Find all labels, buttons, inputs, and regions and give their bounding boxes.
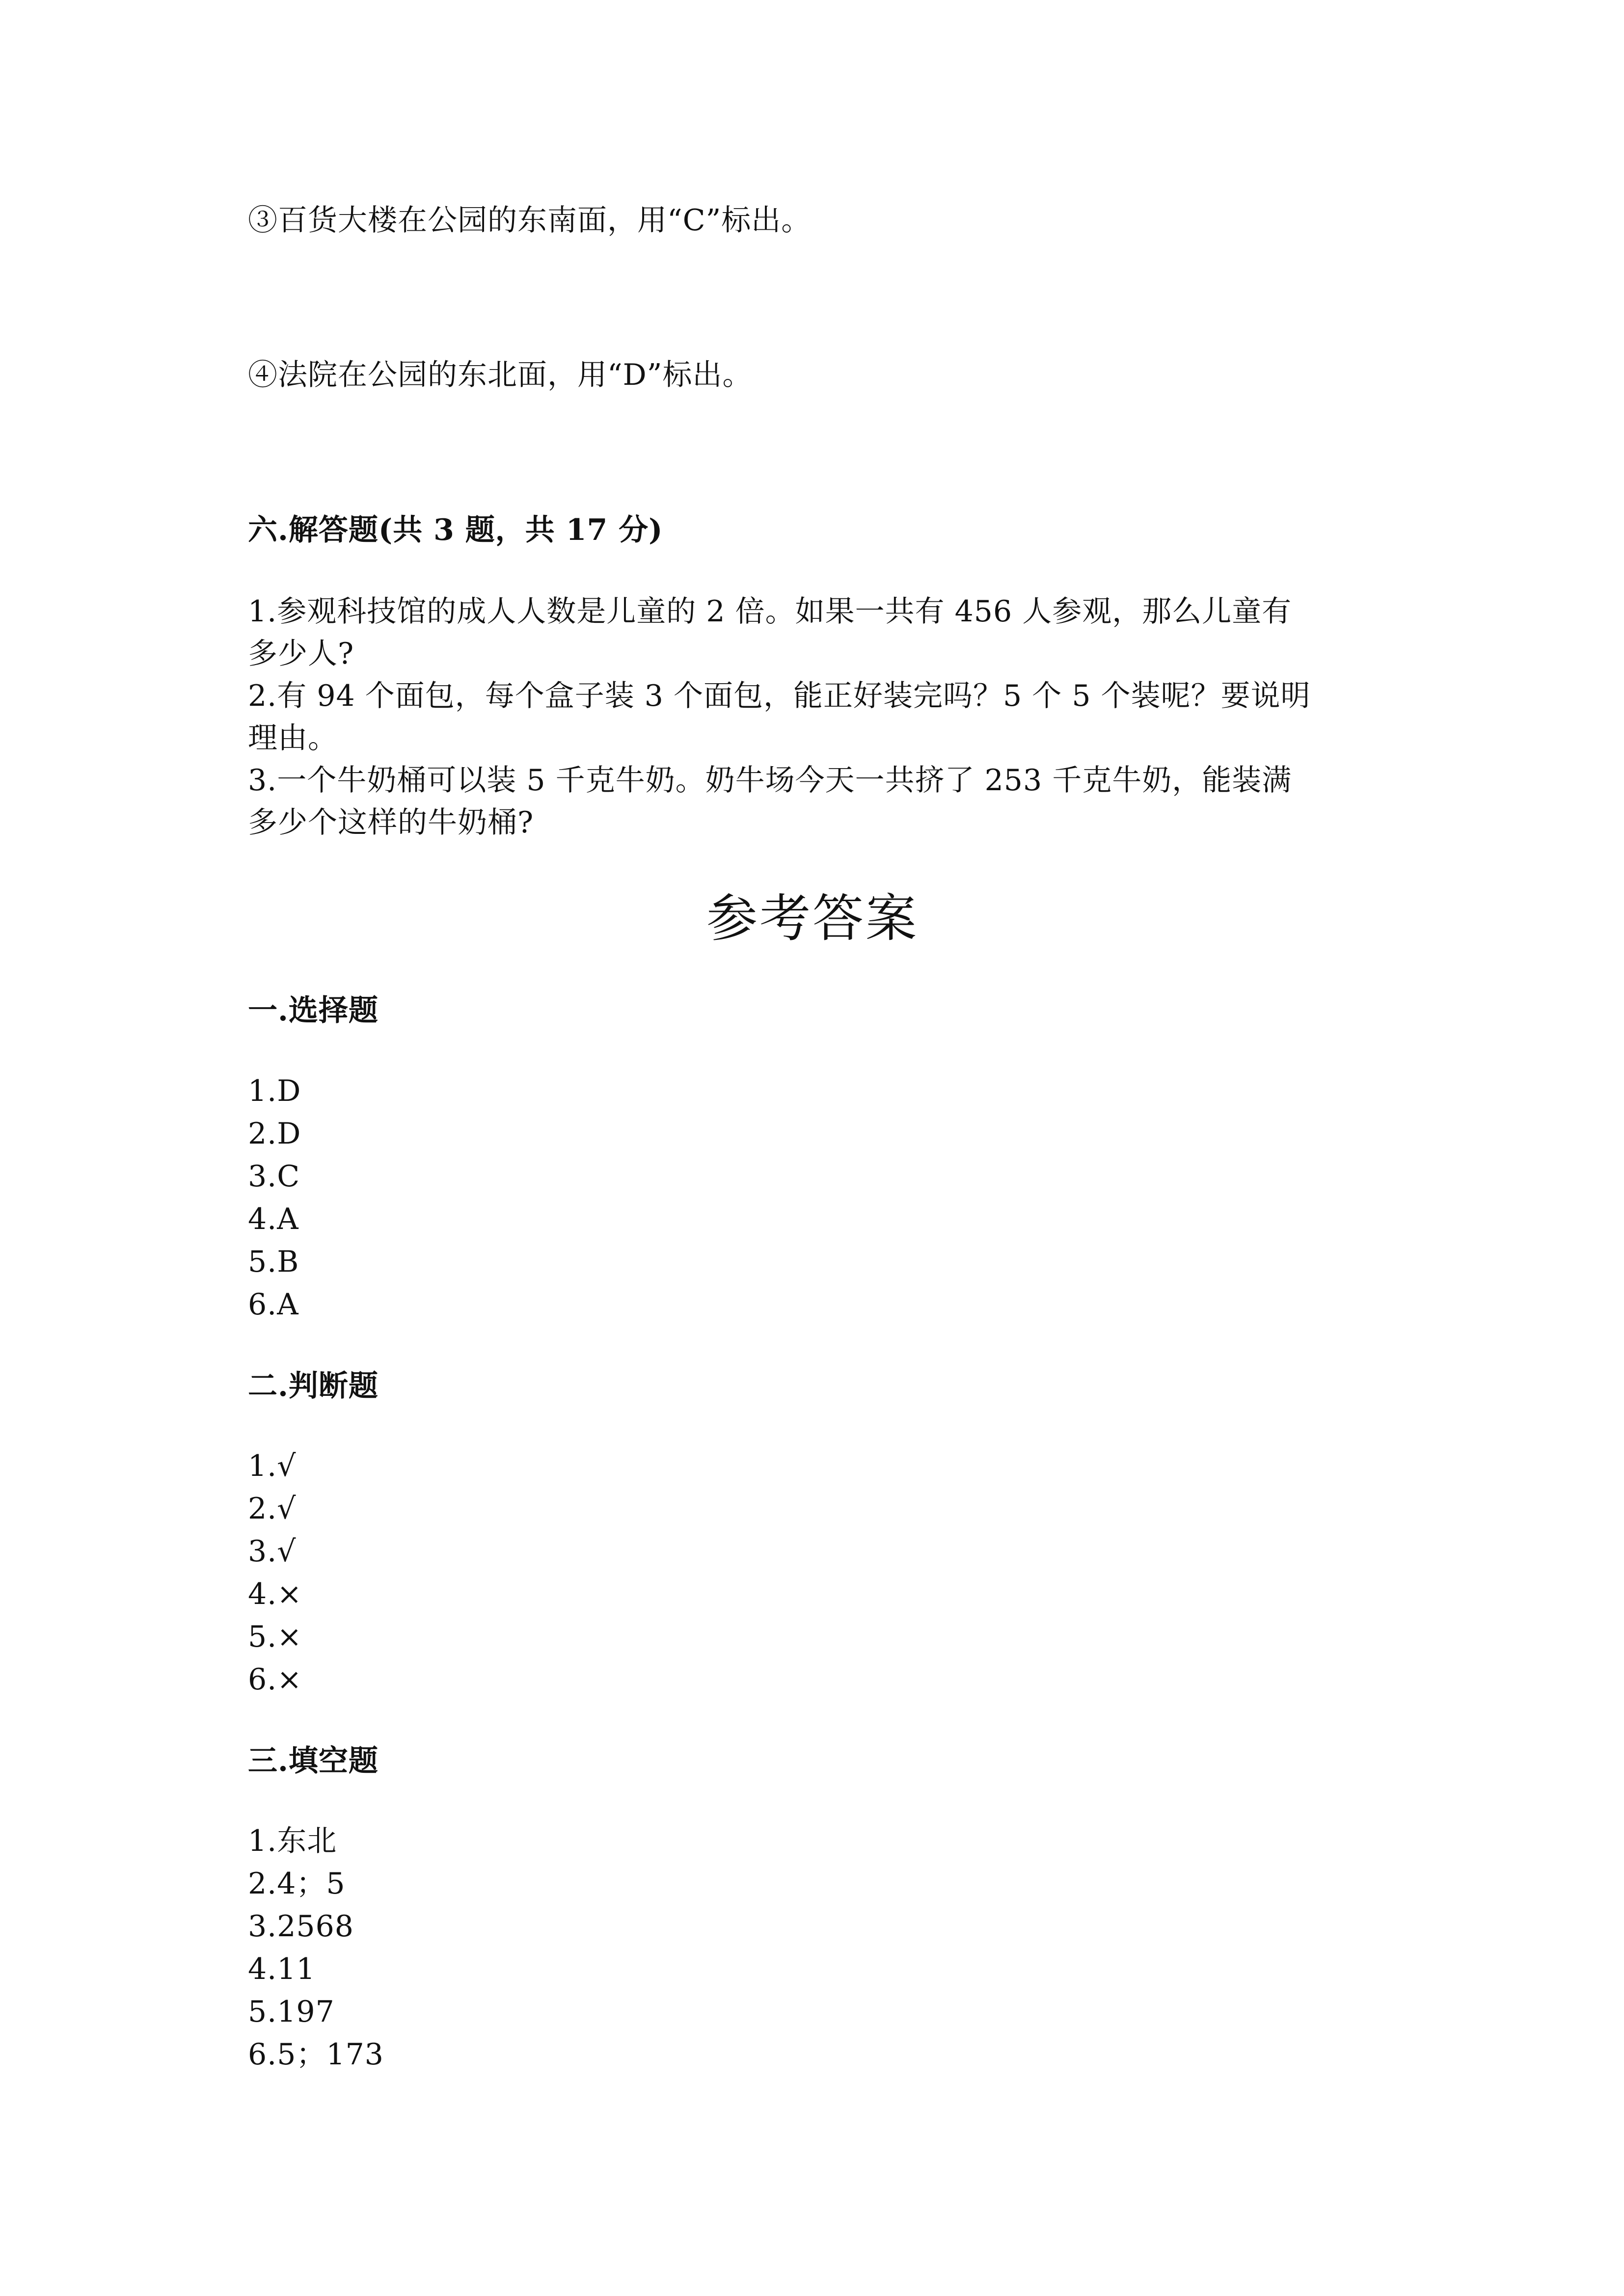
question-line: 3.一个牛奶桶可以装 5 千克牛奶。奶牛场今天一共挤了 253 千克牛奶，能装满 — [248, 763, 1292, 798]
answer-item: 6.A — [248, 1287, 299, 1322]
document-page — [248, 0, 1377, 2296]
answer-item: 3.√ — [248, 1534, 297, 1569]
answer-item: 5.197 — [248, 1995, 335, 2029]
answers-section-heading: 三.填空题 — [248, 1744, 379, 1778]
answer-item: 3.C — [248, 1159, 300, 1194]
question-line: 1.参观科技馆的成人人数是儿童的 2 倍。如果一共有 456 人参观，那么儿童有 — [248, 594, 1292, 629]
question-line: 理由。 — [248, 721, 338, 755]
answer-item: 1.√ — [248, 1449, 297, 1483]
section-6-heading: 六.解答题(共 3 题，共 17 分) — [248, 513, 663, 547]
question-line: 多少人? — [248, 637, 354, 671]
answers-section-heading: 一.选择题 — [248, 993, 379, 1028]
question-line: 2.有 94 个面包，每个盒子装 3 个面包，能正好装完吗？5 个 5 个装呢？要说明 — [248, 679, 1311, 713]
answers-section-heading: 二.判断题 — [248, 1369, 379, 1403]
section-6-questions — [248, 590, 1377, 844]
answer-item: 6.× — [248, 1662, 302, 1697]
answer-item: 4.A — [248, 1202, 299, 1236]
question-line: 多少个这样的牛奶桶? — [248, 805, 534, 840]
answer-item: 1.东北 — [248, 1824, 337, 1858]
answer-item: 5.B — [248, 1245, 299, 1279]
answer-item: 6.5；173 — [248, 2037, 384, 2072]
answer-item: 2.√ — [248, 1492, 297, 1526]
answer-list-fill — [248, 1820, 384, 2076]
answer-item: 2.D — [248, 1117, 301, 1151]
instruction-item-4: ④法院在公园的东北面，用“D”标出。 — [248, 358, 753, 392]
answer-item: 5.× — [248, 1620, 302, 1654]
answer-item: 1.D — [248, 1074, 301, 1108]
answer-item: 2.4；5 — [248, 1867, 346, 1901]
answer-item: 4.11 — [248, 1952, 316, 1986]
answer-item: 3.2568 — [248, 1909, 354, 1944]
answer-list-judgement — [248, 1445, 302, 1701]
instruction-item-3: ③百货大楼在公园的东南面，用“C”标出。 — [248, 203, 812, 238]
answer-item: 4.× — [248, 1577, 302, 1611]
answers-title: 参考答案 — [706, 888, 919, 948]
answer-list-choice — [248, 1070, 301, 1326]
